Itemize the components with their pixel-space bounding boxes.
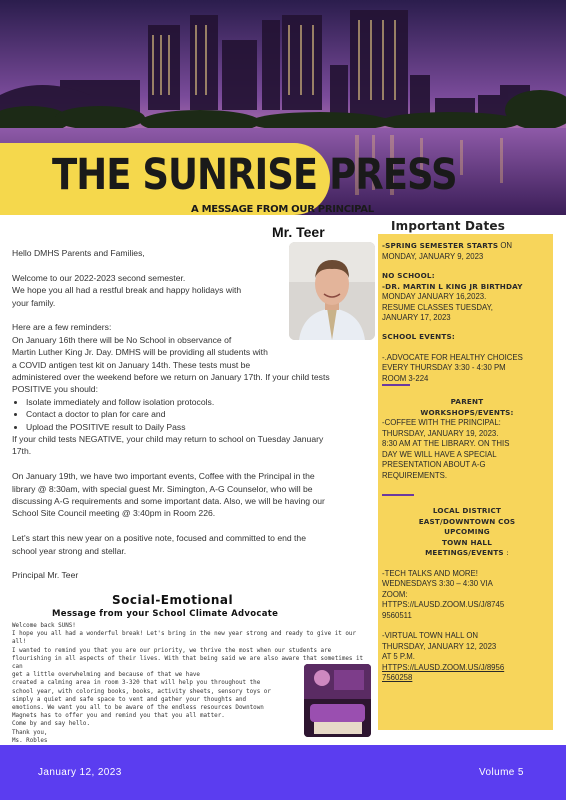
no-school-heading: NO SCHOOL:	[382, 271, 435, 280]
list-item: • Contact a doctor to plan for care and	[26, 408, 362, 420]
parent-workshops-heading: PARENT	[450, 397, 484, 406]
message-line: emotions. We want you all to be aware of the endless resources Downtown	[12, 705, 264, 712]
parent-workshops-item	[382, 397, 552, 481]
spring-semester-heading: -SPRING SEMESTER STARTS	[382, 241, 499, 250]
town-hall-line: -VIRTUAL TOWN HALL ON	[382, 631, 479, 640]
welcome-line: your family.	[12, 297, 56, 308]
coffee-line: REQUIREMENTS.	[382, 470, 447, 480]
coffee-line: 8:30 AM AT THE LIBRARY. ON THIS	[382, 439, 510, 448]
message-line: Welcome back SUNS!	[12, 623, 76, 629]
message-line: I hope you all had a wonderful break! Let's bring in the new year strong and ready to give it our all!	[12, 631, 357, 646]
no-school-item	[382, 271, 552, 324]
message-line: created a calming area in room 3-320 that will help you throughout the	[12, 680, 261, 687]
town-hall-link[interactable]: 7560258	[382, 673, 413, 682]
spring-semester-date: MONDAY, JANUARY 9, 2023	[382, 251, 484, 261]
list-item: • Isolate immediately and follow isolation protocols.	[26, 396, 362, 408]
message-line: Thank you,	[12, 729, 48, 736]
tech-talks-line: WEDNESDAYS 3:30 – 4:30 VIA	[382, 579, 493, 588]
town-hall-line: THURSDAY, JANUARY 12, 2023	[382, 641, 497, 651]
principal-message-heading: A MESSAGE FROM OUR PRINCIPAL	[191, 204, 374, 215]
heading-colon: :	[503, 548, 509, 557]
reminders-line: Martin Luther King Jr. Day. DMHS will be providing all students with	[12, 347, 268, 358]
coffee-line: PRESENTATION ABOUT A-G	[382, 460, 486, 469]
footer-date: January 12, 2023	[38, 767, 122, 778]
signoff: Principal Mr. Teer	[12, 570, 79, 581]
tech-talks-link[interactable]: 9560511	[382, 610, 412, 620]
coffee-line: -COFFEE WITH THE PRINCIPAL:	[382, 418, 501, 427]
principal-name: Mr. Teer	[272, 224, 325, 240]
section-divider	[382, 384, 410, 386]
message-line: Ms. Robles	[12, 737, 48, 744]
spring-semester-item	[382, 241, 552, 262]
message-line: flourishing in all aspects of their lives. With that being said we are also aware that sometimes it can	[12, 655, 364, 671]
advocate-room: ROOM 3-224	[382, 373, 429, 383]
reminders-line: administered over the weekend before we return on January 17th. If your child tests	[12, 372, 330, 383]
welcome-line: We hope you all had a restful break and happy holidays with	[12, 285, 242, 296]
positive-steps-list	[12, 396, 362, 433]
tech-talks-link[interactable]: HTTPS://LAUSD.ZOOM.US/J/8745	[382, 600, 505, 609]
advocate-line: -.ADVOCATE FOR HEALTHY CHOICES	[382, 352, 523, 362]
principal-message-body	[12, 247, 362, 582]
section-divider	[382, 494, 414, 496]
resume-date: JANUARY 17, 2023	[382, 313, 451, 322]
local-district-heading: UPCOMING	[444, 527, 490, 536]
resume-classes: RESUME CLASSES TUESDAY,	[382, 302, 493, 312]
local-district-heading: TOWN HALL	[442, 537, 492, 547]
tech-talks-line: ZOOM:	[382, 589, 408, 599]
mlk-date: MONDAY JANUARY 16,2023.	[382, 292, 487, 301]
message-line: I wanted to remind you that you are our priority, we thrive the most when our students are	[12, 647, 332, 654]
parent-workshops-heading: WORKSHOPS/EVENTS:	[420, 407, 514, 417]
events-line: discussing A-G requirements and some important data. Also, we will be having our	[12, 496, 325, 507]
events-line: library @ 8:30am, with special guest Mr. Simington, A-G Counselor, who will be	[12, 483, 313, 494]
advocate-time: EVERY THURSDAY 3:30 - 4:30 PM	[382, 363, 506, 372]
footer-volume: Volume 5	[479, 767, 524, 778]
social-emotional-title: Social-Emotional	[112, 593, 234, 607]
town-hall-link[interactable]: HTTPS://LAUSD.ZOOM.US/J/8956	[382, 662, 505, 672]
reminders-line: a COVID antigen test kit on January 14th. These tests must be	[12, 359, 251, 370]
reminders-line: On January 16th there will be No School in observance of	[12, 334, 232, 345]
calming-room-photo	[304, 664, 371, 737]
newsletter-title: THE SUNRISE PRESS	[52, 150, 457, 200]
list-item: • Upload the POSITIVE result to Daily Pass	[26, 421, 362, 433]
message-line: school year, with coloring books, books, activity sheets, sensory toys or	[12, 688, 271, 695]
message-line: Come by and say hello.	[12, 721, 91, 728]
negative-line: 17th.	[12, 446, 32, 457]
mlk-heading: -DR. MARTIN L KING JR BIRTHDAY	[382, 281, 523, 291]
local-district-heading: LOCAL DISTRICT	[432, 506, 502, 515]
coffee-line: DAY WE WILL HAVE A SPECIAL	[382, 449, 497, 459]
tech-talks-line: -TECH TALKS AND MORE!	[382, 568, 478, 578]
social-emotional-subtitle: Message from your School Climate Advocate	[52, 609, 279, 619]
negative-line: If your child tests NEGATIVE, your child may return to school on Tuesday January	[12, 434, 324, 445]
greeting: Hello DMHS Parents and Families,	[12, 248, 145, 258]
reminders-line: Here are a few reminders:	[12, 322, 112, 333]
message-line: Magnets has to offer you and remind you that you all matter.	[12, 713, 225, 720]
reminders-line: POSITIVE you should:	[12, 384, 98, 395]
local-district-heading: MEETINGS/EVENTS	[425, 548, 504, 557]
message-line: simply a quiet and safe space to vent and gather your thoughts and	[12, 696, 247, 703]
school-events-heading: SCHOOL EVENTS:	[382, 332, 455, 341]
spring-semester-on: ON	[498, 241, 513, 250]
important-dates-title: Important Dates	[391, 219, 506, 233]
welcome-line: Welcome to our 2022-2023 second semester.	[12, 272, 186, 283]
local-district-heading: EAST/DOWNTOWN COS	[418, 516, 516, 526]
closing-line: school year strong and stellar.	[12, 545, 127, 556]
local-district-item	[382, 506, 552, 684]
closing-line: Let's start this new year on a positive note, focused and committed to end the	[12, 533, 306, 544]
events-line: On January 19th, we have two important events, Coffee with the Principal in the	[12, 471, 315, 482]
message-line: get a little overwhelming and because of that we have	[12, 672, 200, 679]
events-line: School Site Council meeting @ 3:40pm in Room 226.	[12, 508, 216, 519]
coffee-line: THURSDAY, JANUARY 19, 2023.	[382, 428, 499, 438]
school-events-item	[382, 332, 552, 384]
town-hall-line: AT 5 P.M.	[382, 652, 415, 661]
